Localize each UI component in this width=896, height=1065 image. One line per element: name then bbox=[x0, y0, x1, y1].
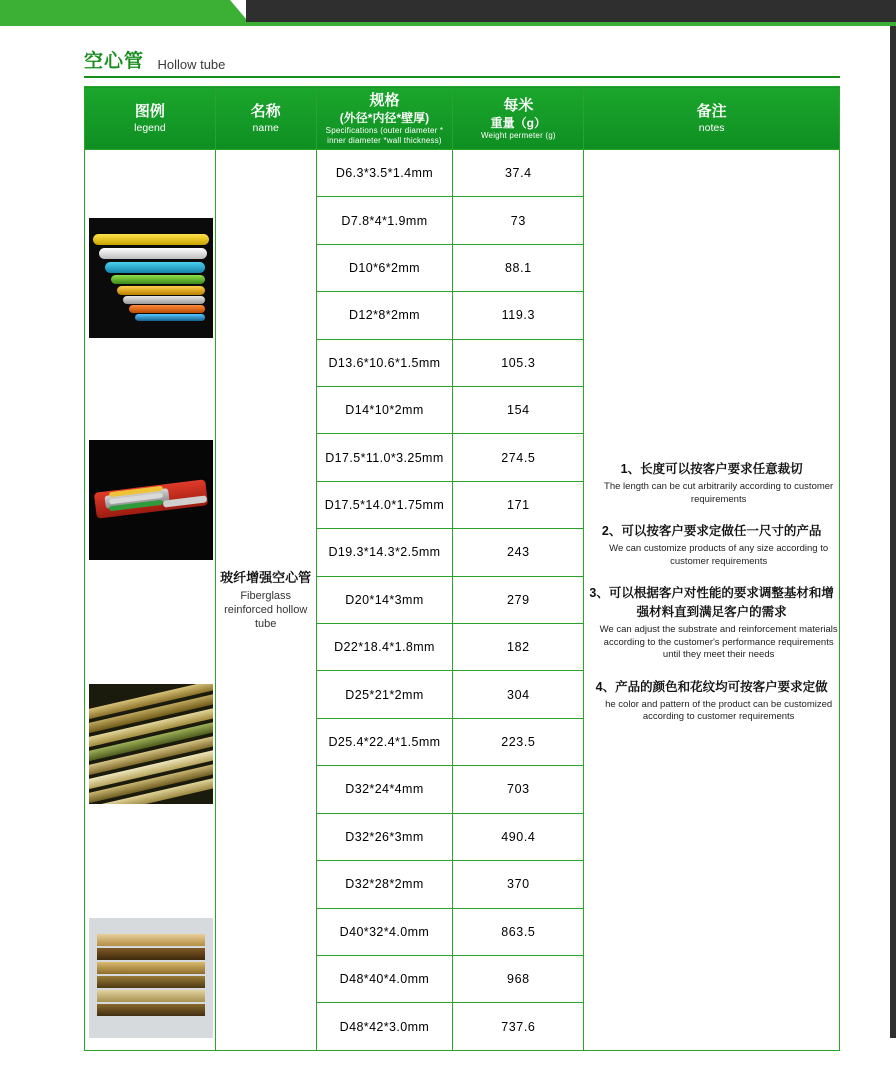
header-name bbox=[215, 87, 316, 150]
weight-value: 490.4 bbox=[453, 813, 584, 860]
table-row bbox=[85, 150, 840, 197]
header-notes bbox=[584, 87, 840, 150]
note-item bbox=[584, 460, 839, 506]
header-name-en: name bbox=[252, 121, 279, 134]
weight-value: 243 bbox=[453, 529, 584, 576]
weight-value: 279 bbox=[453, 576, 584, 623]
header-spec-en: Specifications (outer diameter * inner diameter *wall thickness) bbox=[325, 125, 444, 145]
spec-value: D32*26*3mm bbox=[316, 813, 453, 860]
spec-value: D25*21*2mm bbox=[316, 671, 453, 718]
product-photo-wood-grain-strips bbox=[89, 918, 213, 1038]
weight-value: 105.3 bbox=[453, 339, 584, 386]
header-legend-en: legend bbox=[134, 121, 166, 134]
spec-value: D6.3*3.5*1.4mm bbox=[316, 150, 453, 197]
header-legend bbox=[85, 87, 216, 150]
weight-value: 370 bbox=[453, 861, 584, 908]
weight-value: 171 bbox=[453, 481, 584, 528]
spec-value: D19.3*14.3*2.5mm bbox=[316, 529, 453, 576]
notes-cell bbox=[584, 150, 840, 1051]
header-name-cn: 名称 bbox=[250, 102, 281, 120]
wood-grain-strips-illustration bbox=[89, 918, 213, 1038]
note-en: We can adjust the substrate and reinforcement materials according to the customer's performance requirements until they meet their needs bbox=[599, 624, 838, 661]
header-weight bbox=[453, 87, 584, 150]
header-spec-sub-cn: (外径*内径*壁厚) bbox=[339, 110, 430, 125]
weight-value: 703 bbox=[453, 766, 584, 813]
product-name-cn: 玻纤增强空心管 bbox=[220, 570, 312, 585]
header-spec-cn: 规格 bbox=[369, 91, 400, 109]
colored-tubes-illustration bbox=[89, 218, 213, 338]
weight-value: 304 bbox=[453, 671, 584, 718]
header-weight-en: Weight permeter (g) bbox=[480, 130, 556, 140]
spec-value: D32*28*2mm bbox=[316, 861, 453, 908]
spec-table-wrapper bbox=[84, 86, 840, 1051]
weight-value: 154 bbox=[453, 387, 584, 434]
product-name-cell bbox=[215, 150, 316, 1051]
note-item bbox=[584, 678, 839, 724]
legend-photo-cell bbox=[85, 150, 216, 1051]
note-cn: 1、长度可以按客户要求任意裁切 bbox=[620, 462, 803, 477]
header-legend-cn: 图例 bbox=[134, 102, 165, 120]
note-cn: 3、可以根据客户对性能的要求调整基材和增强材料直到满足客户的需求 bbox=[589, 586, 834, 620]
note-cn: 2、可以按客户要求定做任一尺寸的产品 bbox=[601, 524, 822, 539]
header-notes-cn: 备注 bbox=[696, 102, 727, 120]
spec-value: D12*8*2mm bbox=[316, 292, 453, 339]
weight-value: 274.5 bbox=[453, 434, 584, 481]
note-cn: 4、产品的颜色和花纹均可按客户要求定做 bbox=[595, 679, 828, 694]
banner-accent-line bbox=[246, 22, 896, 26]
product-photo-colored-tubes bbox=[89, 218, 213, 338]
product-name-en: Fiberglass reinforced hollow tube bbox=[224, 590, 308, 630]
patterned-rods-illustration bbox=[89, 684, 213, 804]
banner-dark-bar bbox=[246, 0, 896, 22]
spec-value: D48*42*3.0mm bbox=[316, 1003, 453, 1051]
product-photo-patterned-rods bbox=[89, 684, 213, 804]
spec-value: D17.5*11.0*3.25mm bbox=[316, 434, 453, 481]
page-right-edge bbox=[890, 26, 896, 1038]
note-item bbox=[584, 584, 839, 662]
header-weight-cn: 每米 bbox=[503, 96, 534, 114]
weight-value: 223.5 bbox=[453, 718, 584, 765]
product-photo-red-cable bbox=[89, 440, 213, 560]
weight-value: 73 bbox=[453, 197, 584, 244]
note-en: We can customize products of any size according to customer requirements bbox=[609, 543, 829, 567]
page-title bbox=[84, 46, 844, 73]
weight-value: 968 bbox=[453, 955, 584, 1002]
spec-value: D25.4*22.4*1.5mm bbox=[316, 718, 453, 765]
header-spec bbox=[316, 87, 453, 150]
note-item bbox=[584, 522, 839, 568]
spec-value: D32*24*4mm bbox=[316, 766, 453, 813]
spec-value: D17.5*14.0*1.75mm bbox=[316, 481, 453, 528]
weight-value: 182 bbox=[453, 624, 584, 671]
spec-value: D7.8*4*1.9mm bbox=[316, 197, 453, 244]
note-en: The length can be cut arbitrarily according to customer requirements bbox=[604, 481, 834, 505]
spec-value: D40*32*4.0mm bbox=[316, 908, 453, 955]
weight-value: 37.4 bbox=[453, 150, 584, 197]
weight-value: 737.6 bbox=[453, 1003, 584, 1051]
header-notes-en: notes bbox=[698, 121, 725, 134]
table-header-row bbox=[85, 87, 840, 150]
spec-table bbox=[84, 86, 840, 1051]
spec-table-body bbox=[85, 150, 840, 1051]
page-title-cn: 空心管 bbox=[84, 51, 145, 72]
spec-value: D13.6*10.6*1.5mm bbox=[316, 339, 453, 386]
spec-value: D14*10*2mm bbox=[316, 387, 453, 434]
page-title-en: Hollow tube bbox=[157, 57, 226, 72]
spec-value: D10*6*2mm bbox=[316, 244, 453, 291]
weight-value: 88.1 bbox=[453, 244, 584, 291]
page-top-banner bbox=[0, 0, 896, 26]
weight-value: 863.5 bbox=[453, 908, 584, 955]
legend-photo-stack bbox=[85, 150, 213, 1050]
page-bottom-edge bbox=[0, 1056, 896, 1065]
banner-green-shape bbox=[0, 0, 230, 26]
spec-value: D48*40*4.0mm bbox=[316, 955, 453, 1002]
weight-value: 119.3 bbox=[453, 292, 584, 339]
header-weight-sub-cn: 重量（g） bbox=[490, 115, 547, 130]
spec-table-head bbox=[85, 87, 840, 150]
spec-value: D22*18.4*1.8mm bbox=[316, 624, 453, 671]
spec-value: D20*14*3mm bbox=[316, 576, 453, 623]
title-divider bbox=[84, 76, 840, 78]
note-en: he color and pattern of the product can be customized according to customer requirements bbox=[605, 698, 833, 723]
